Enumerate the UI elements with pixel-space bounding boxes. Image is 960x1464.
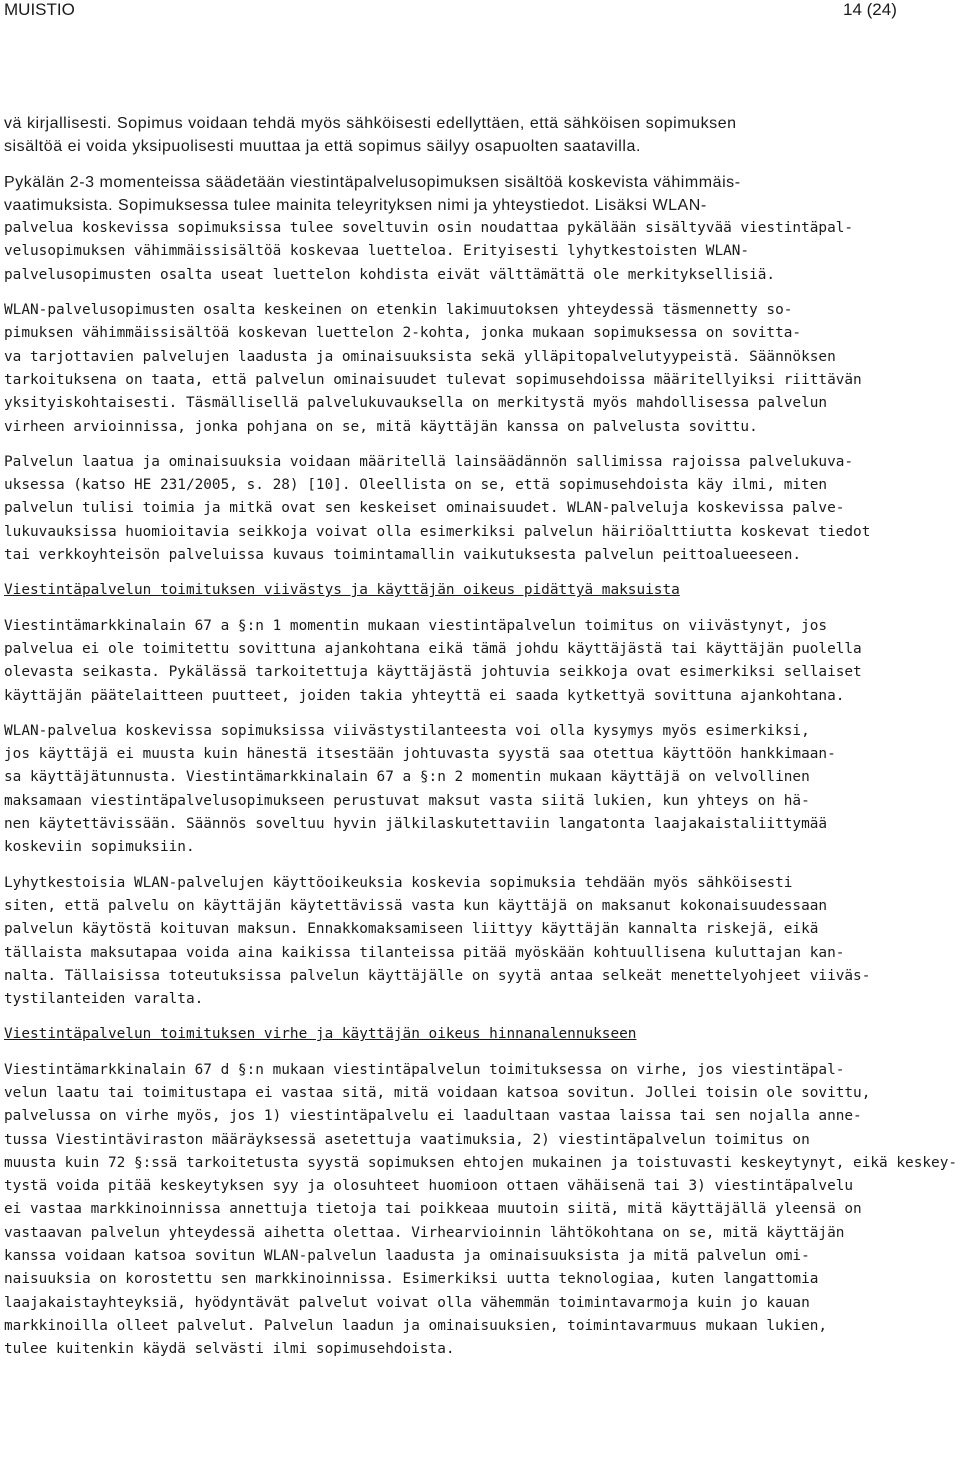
text-line: virheen arvioinnissa, jonka pohjana on se, mitä käyttäjän kanssa on palvelusta sovittu.: [4, 418, 758, 435]
text-line: tai verkkoyhteisön palveluissa kuvaus toimintamallin vaikutuksesta palvelun peittoalueeseen.: [4, 547, 802, 564]
text-line: yksityiskohtaisesti. Täsmällisellä palvelukuvauksella on merkitystä myös mahdollisessa palvelun: [4, 395, 828, 412]
text-line: laajakaistayhteyksiä, hyödyntävät palvelut voivat olla vähemmän toimintavarmoja kuin jo kauan: [4, 1294, 810, 1311]
paragraph: [4, 171, 954, 287]
text-line: naisuuksia on korostettu sen markkinoinnissa. Esimerkiksi uutta teknologiaa, kuten langattomia: [4, 1271, 819, 1288]
text-line: nalta. Tällaisissa toteutuksissa palvelun käyttäjälle on syytä antaa selkeät menettelyohjeet viiväs-: [4, 967, 871, 984]
text-line: Viestintämarkkinalain 67 d §:n mukaan viestintäpalvelun toimituksessa on virhe, jos viestintäpal-: [4, 1061, 845, 1078]
paragraph: [4, 299, 954, 439]
text-line: palvelua ei ole toimitettu sovittuna ajankohtana eikä tämä johdu käyttäjästä tai käyttäjän puolella: [4, 640, 862, 657]
paragraph: [4, 1059, 958, 1362]
text-line: WLAN-palvelusopimusten osalta keskeinen on etenkin lakimuutoksen yhteydessä täsmennetty so-: [4, 302, 793, 319]
text-line: Viestintämarkkinalain 67 a §:n 1 momentin mukaan viestintäpalvelun toimitus on viivästynyt, jos: [4, 617, 828, 634]
text-line: maksamaan viestintäpalvelusopimukseen perustuvat maksut vasta siitä lukien, kun yhteys on hä-: [4, 792, 810, 809]
text-line: sa käyttäjätunnusta. Viestintämarkkinalain 67 a §:n 2 momentin mukaan käyttäjä on velvollinen: [4, 769, 810, 786]
paragraph: [4, 615, 954, 708]
text-line: WLAN-palvelua koskevissa sopimuksissa viivästystilanteesta voi olla kysymys myös esimerkiksi,: [4, 722, 810, 739]
text-line: palvelua koskevissa sopimuksissa tulee soveltuvin osin noudattaa pykälään sisältyvää viestintäpal-: [4, 220, 854, 237]
text-line: tussa Viestintäviraston määräyksessä asetettuja vaatimuksia, 2) viestintäpalvelun toimitus on: [4, 1131, 810, 1148]
text-line: muusta kuin 72 §:ssä tarkoitetusta syystä sopimuksen ehtojen mukainen ja toistuvasti keskeytynyt, eikä keskey-: [4, 1154, 958, 1171]
text-line: Pykälän 2-3 momenteissa säädetään viestintäpalvelusopimuksen sisältöä koskevista vähimmäis-: [4, 173, 741, 191]
page-number: 14 (24): [843, 0, 897, 19]
text-line: Palvelun laatua ja ominaisuuksia voidaan määritellä lainsäädännön sallimissa rajoissa palvelukuva-: [4, 453, 854, 470]
text-line: kanssa voidaan katsoa sovitun WLAN-palvelun laadusta ja ominaisuuksista ja mitä palvelun omi-: [4, 1248, 810, 1265]
text-line: markkinoilla olleet palvelut. Palvelun laadun ja ominaisuuksien, toimintavarmuus mukaan lukien,: [4, 1317, 828, 1334]
section-heading: [4, 579, 954, 602]
text-line: palvelusopimusten osalta useat luettelon kohdista eivät välttämättä ole merkityksellisiä.: [4, 266, 776, 283]
text-line: siten, että palvelu on käyttäjän käytettävissä vasta kun käyttäjä on maksanut kokonaisuudessaan: [4, 897, 828, 914]
text-line: Viestintäpalvelun toimituksen viivästys ja käyttäjän oikeus pidättyä maksuista: [4, 582, 680, 599]
text-line: lukuvauksissa huomioitavia seikkoja voivat olla esimerkiksi palvelun häiriöalttiutta koskevat tiedot: [4, 523, 871, 540]
section-heading: [4, 1023, 954, 1046]
text-line: uksessa (katso HE 231/2005, s. 28) [10]. Oleellista on se, että sopimusehdoista käy ilmi, miten: [4, 477, 828, 494]
text-line: tystä voida pitää keskeytyksen syy ja olosuhteet huomioon ottaen vähäisenä tai 3) viestintäpalvelu: [4, 1178, 854, 1195]
text-line: koskeviin sopimuksiin.: [4, 839, 195, 856]
text-line: jos käyttäjä ei muusta kuin hänestä itsestään johtuvasta syystä saa otettua käyttöön hankkimaan-: [4, 746, 836, 763]
text-line: Lyhytkestoisia WLAN-palvelujen käyttöoikeuksia koskevia sopimuksia tehdään myös sähköisesti: [4, 874, 793, 891]
text-line: vaatimuksista. Sopimuksessa tulee mainita teleyrityksen nimi ja yhteystiedot. Lisäksi WLAN-: [4, 196, 707, 214]
text-line: pimuksen vähimmäissisältöä koskevan luettelon 2-kohta, jonka mukaan sopimuksessa on sovitta-: [4, 325, 802, 342]
paragraph: [4, 872, 954, 1012]
text-line: palvelun käytöstä koituvan maksun. Ennakkomaksamiseen liittyy käyttäjän kannalta riskejä, eikä: [4, 921, 819, 938]
document-body: [4, 112, 958, 1374]
text-line: velun laatu tai toimitustapa ei vastaa sitä, mitä voidaan katsoa sovitun. Jollei toisin ole sovittu,: [4, 1084, 871, 1101]
text-line: olevasta seikasta. Pykälässä tarkoitettuja käyttäjästä johtuvia seikkoja ovat esimerkiksi sellaiset: [4, 664, 862, 681]
text-line: ei vastaa markkinoinnissa annettuja tietoja tai poikkeaa muutoin siitä, mitä käyttäjällä yleensä on: [4, 1201, 862, 1218]
paragraph: [4, 720, 954, 860]
text-line: palvelussa on virhe myös, jos 1) viestintäpalvelu ei laadultaan vastaa laissa tai sen nojalla anne-: [4, 1108, 862, 1125]
paragraph: [4, 112, 954, 159]
text-line: va tarjottavien palvelujen laadusta ja ominaisuuksista sekä ylläpitopalvelutyypeistä. Säännöksen: [4, 348, 836, 365]
text-line: käyttäjän päätelaitteen puutteet, joiden takia yhteyttä ei saada kytkettyä sovittuna ajankohtana.: [4, 687, 845, 704]
text-line: palvelun tulisi toimia ja mitkä ovat sen keskeiset ominaisuudet. WLAN-palveluja koskevissa palve-: [4, 500, 845, 517]
text-line: sisältöä ei voida yksipuolisesti muuttaa ja että sopimus säilyy osapuolten saatavilla.: [4, 138, 641, 156]
text-line: Viestintäpalvelun toimituksen virhe ja käyttäjän oikeus hinnanalennukseen: [4, 1026, 637, 1043]
text-line: vastaavan palvelun yhteydessä aihetta olettaa. Virhearvioinnin lähtökohtana on se, mitä käyttäjän: [4, 1224, 845, 1241]
text-line: tarkoituksena on taata, että palvelun ominaisuudet tulevat sopimusehdoissa määritellyiksi riittävän: [4, 371, 862, 388]
document-type-label: MUISTIO: [4, 0, 75, 19]
text-line: tulee kuitenkin käydä selvästi ilmi sopimusehdoista.: [4, 1341, 455, 1358]
text-line: nen käytettävissään. Säännös soveltuu hyvin jälkilaskutettaviin langatonta laajakaistaliittymää: [4, 816, 828, 833]
text-line: tällaista maksutapaa voida aina kaikissa tilanteissa pitää myöskään kohtuullisena kuluttajan kan-: [4, 944, 845, 961]
text-line: tystilanteiden varalta.: [4, 991, 204, 1008]
page-header: [0, 0, 960, 24]
text-line: velusopimuksen vähimmäissisältöä koskevaa luetteloa. Erityisesti lyhytkestoisten WLAN-: [4, 243, 750, 260]
text-line: vä kirjallisesti. Sopimus voidaan tehdä myös sähköisesti edellyttäen, että sähköisen sopimuksen: [4, 115, 737, 132]
paragraph: [4, 451, 954, 567]
